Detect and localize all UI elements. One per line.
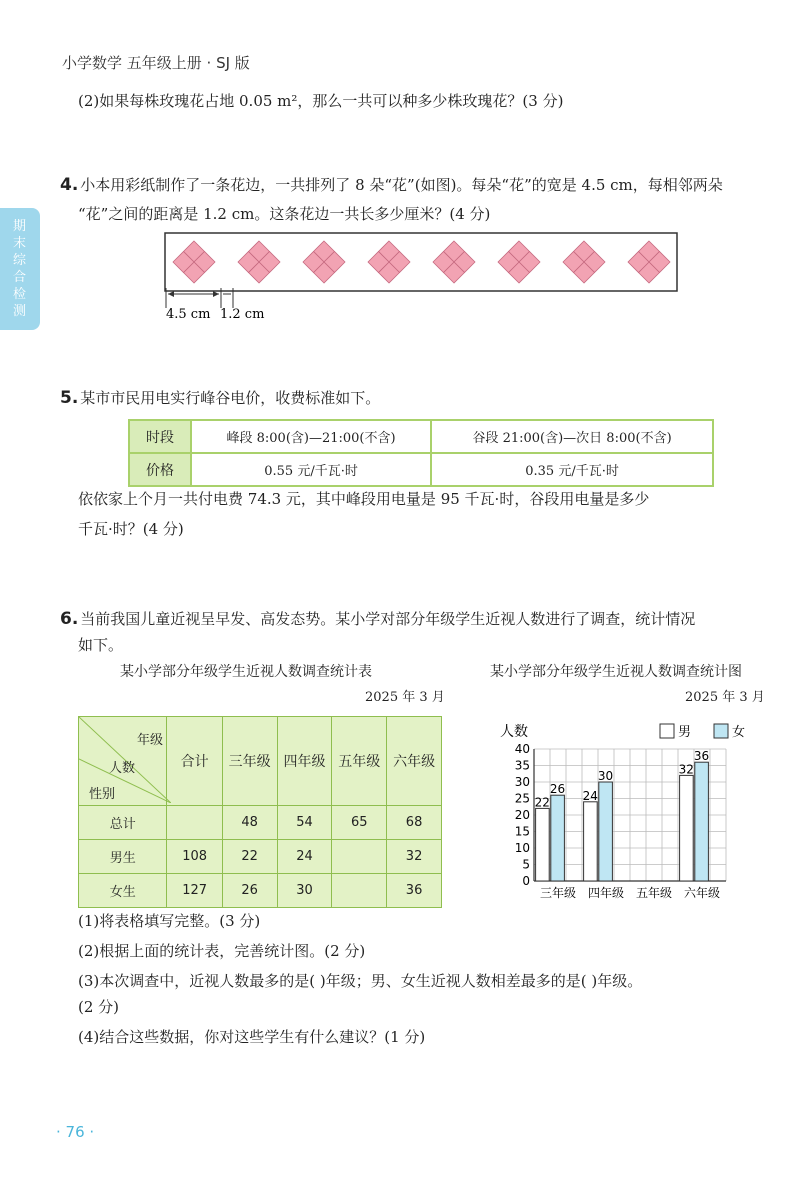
q6-line2: 如下。 xyxy=(78,636,124,654)
header-grade5: 五年级 xyxy=(332,717,387,806)
valley-price: 0.35 元/千瓦·时 xyxy=(431,453,713,486)
table-row xyxy=(79,840,442,874)
q6-number: 6. xyxy=(60,609,79,629)
y-tick-label: 0 xyxy=(522,874,530,888)
table-cell: 32 xyxy=(387,840,442,874)
bar-chart xyxy=(490,714,770,910)
table-row xyxy=(79,874,442,908)
q6-part2: (2)根据上面的统计表，完善统计图。(2 分) xyxy=(78,942,366,960)
q4-number: 4. xyxy=(60,175,79,195)
header-grade3: 三年级 xyxy=(222,717,277,806)
legend-male: 男 xyxy=(678,725,692,740)
data-label: 24 xyxy=(582,788,598,803)
row-label: 男生 xyxy=(79,840,167,874)
x-tick-label: 四年级 xyxy=(587,886,625,900)
legend-swatch-male xyxy=(660,724,674,738)
header-grade6: 六年级 xyxy=(387,717,442,806)
q5-intro xyxy=(60,386,380,410)
y-tick-label: 15 xyxy=(514,824,530,839)
q4-line2: “花”之间的距离是 1.2 cm。这条花边一共长多少厘米？(4 分) xyxy=(78,205,491,223)
data-label: 30 xyxy=(597,769,614,783)
peak-price: 0.55 元/千瓦·时 xyxy=(191,453,431,486)
corner-count: 人数 xyxy=(109,761,136,776)
table-cell: 30 xyxy=(277,874,332,908)
side-tab xyxy=(0,208,40,330)
myopia-table xyxy=(78,716,442,908)
y-tick-label: 30 xyxy=(514,775,530,789)
data-label: 22 xyxy=(534,795,550,810)
table-cell: 36 xyxy=(387,874,442,908)
table-title: 某小学部分年级学生近视人数调查统计表 xyxy=(120,664,372,680)
q5-line2: 千瓦·时？(4 分) xyxy=(78,520,184,538)
corner-grade: 年级 xyxy=(137,733,164,748)
header-total: 合计 xyxy=(167,717,222,806)
table-cell: 22 xyxy=(222,840,277,874)
bar-男 xyxy=(536,808,550,881)
legend-female: 女 xyxy=(732,725,746,740)
q6-part4: (4)结合这些数据，你对这些学生有什么建议？(1 分) xyxy=(78,1028,426,1046)
x-tick-label: 五年级 xyxy=(635,886,673,900)
diagonal-header-cell xyxy=(79,717,167,806)
table-cell: 48 xyxy=(222,806,277,840)
side-tab-label: 期末综合检测 xyxy=(13,219,27,319)
data-label: 32 xyxy=(678,762,694,777)
table-row xyxy=(79,806,442,840)
q6-text1: 当前我国儿童近视呈早发、高发态势。某小学对部分年级学生近视人数进行了调查，统计情况 xyxy=(80,610,696,628)
y-tick-label: 20 xyxy=(514,808,530,822)
table-date: 2025 年 3 月 xyxy=(365,690,445,705)
bar-男 xyxy=(680,775,694,881)
page-number: · 76 · xyxy=(56,1123,95,1141)
table-cell: 127 xyxy=(167,874,222,908)
header-grade4: 四年级 xyxy=(277,717,332,806)
row-label: 总计 xyxy=(79,806,167,840)
chart-date: 2025 年 3 月 xyxy=(685,690,765,705)
x-tick-label: 六年级 xyxy=(683,886,721,900)
row-label: 女生 xyxy=(79,874,167,908)
table-cell xyxy=(332,874,387,908)
q4-line1 xyxy=(60,173,723,197)
table-cell: 54 xyxy=(277,806,332,840)
price-label: 价格 xyxy=(129,453,191,486)
x-tick-label: 三年级 xyxy=(539,886,577,900)
table-cell: 108 xyxy=(167,840,222,874)
table-cell xyxy=(167,806,222,840)
table-cell: 68 xyxy=(387,806,442,840)
y-tick-label: 5 xyxy=(522,857,530,872)
bar-男 xyxy=(584,802,598,881)
q5-line1: 依依家上个月一共付电费 74.3 元，其中峰段用电量是 95 千瓦·时，谷段用电量是多少 xyxy=(78,490,650,508)
page-header: 小学数学 五年级上册 · SJ 版 xyxy=(62,54,250,72)
q6-part3-score: (2 分) xyxy=(78,998,120,1016)
bar-女 xyxy=(695,762,709,881)
table-cell: 24 xyxy=(277,840,332,874)
chart-bars xyxy=(536,762,709,881)
q6-part3: (3)本次调查中，近视人数最多的是( )年级；男、女生近视人数相差最多的是( )年级。 xyxy=(78,972,643,990)
dim-gap-label: 1.2 cm xyxy=(220,307,265,322)
table-cell: 65 xyxy=(332,806,387,840)
flower-border-figure xyxy=(160,228,690,328)
q6-part1: (1)将表格填写完整。(3 分) xyxy=(78,912,261,930)
peak-period: 峰段 8:00(含)—21:00(不含) xyxy=(191,420,431,453)
valley-period: 谷段 21:00(含)—次日 8:00(不含) xyxy=(431,420,713,453)
data-label: 36 xyxy=(693,749,710,764)
table-cell: 26 xyxy=(222,874,277,908)
q3-part2: (2)如果每株玫瑰花占地 0.05 m²，那么一共可以种多少株玫瑰花？(3 分) xyxy=(78,92,564,110)
y-tick-label: 10 xyxy=(514,841,530,855)
q5-number: 5. xyxy=(60,388,79,408)
chart-title: 某小学部分年级学生近视人数调查统计图 xyxy=(490,664,742,680)
data-label: 26 xyxy=(549,782,566,797)
bar-女 xyxy=(551,795,565,881)
corner-gender: 性别 xyxy=(89,787,116,802)
legend-swatch-female xyxy=(714,724,728,738)
dim-width-label: 4.5 cm xyxy=(166,307,211,322)
period-label: 时段 xyxy=(129,420,191,453)
bar-女 xyxy=(599,782,613,881)
q4-text1: 小本用彩纸制作了一条花边，一共排列了 8 朵“花”(如图)。每朵“花”的宽是 4.5 cm，每相邻两朵 xyxy=(80,176,723,194)
y-tick-label: 35 xyxy=(514,758,530,773)
y-tick-label: 25 xyxy=(514,791,530,806)
q6-line1 xyxy=(60,607,695,631)
table-cell xyxy=(332,840,387,874)
q5-intro-text: 某市市民用电实行峰谷电价，收费标准如下。 xyxy=(80,389,381,407)
y-tick-label: 40 xyxy=(514,742,530,756)
y-axis-label: 人数 xyxy=(500,724,528,740)
price-table xyxy=(128,419,714,487)
